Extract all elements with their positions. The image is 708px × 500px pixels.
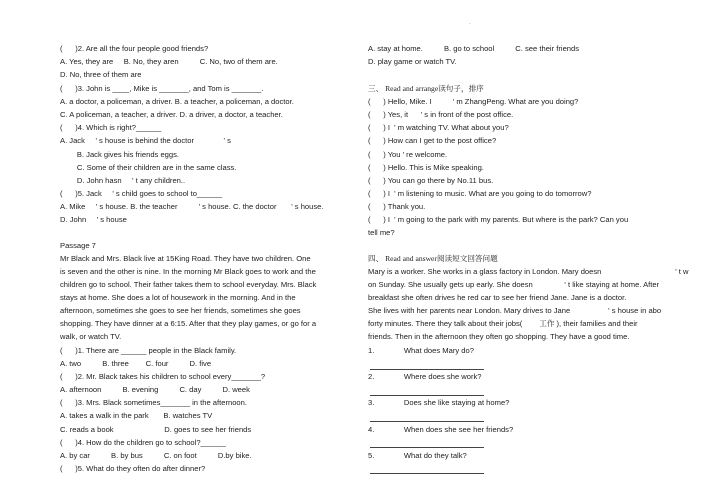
left-line: ( )3. Mrs. Black sometimes_______ in the afternoon. [60, 398, 247, 407]
left-line: ( )2. Mr. Black takes his children to school every_______? [60, 372, 266, 381]
answer-line[interactable] [370, 447, 484, 448]
left-line: is seven and the other is nine. In the morning Mr Black goes to work and the [60, 267, 316, 276]
right-line: tell me? [368, 228, 395, 237]
right-line: A. stay at home. B. go to school C. see their friends [368, 44, 580, 53]
right-line: ( ) Thank you. [368, 202, 426, 211]
left-line: C. reads a book D. goes to see her friends [60, 425, 252, 434]
left-line: ( )1. There are ______ people in the Black family. [60, 346, 237, 355]
answer-line[interactable] [370, 395, 484, 396]
left-line: A. takes a walk in the park B. watches TV [60, 411, 213, 420]
right-line: ( ) I ' m listening to music. What are you going to do tomorrow? [368, 189, 592, 198]
left-line: ( )3. John is ____, Mike is _______, and Tom is _______. [60, 84, 264, 93]
right-line: ( ) How can I get to the post office? [368, 136, 497, 145]
left-line: afternoon, sometimes she goes to see her friends, sometimes she goes [60, 306, 301, 315]
left-line: Passage 7 [60, 241, 96, 250]
left-line: C. Some of their children are in the same class. [60, 163, 237, 172]
left-line: A. Mike ' s house. B. the teacher ' s house. C. the doctor ' s house. [60, 202, 324, 211]
left-line: A. Jack ' s house is behind the doctor ' s [60, 136, 231, 145]
right-line: D. play game or watch TV. [368, 57, 457, 66]
left-line: A. by car B. by bus C. on foot D.by bike. [60, 451, 252, 460]
left-line: C. A policeman, a teacher, a driver. D. a driver, a doctor, a teacher. [60, 110, 283, 119]
right-line: ( ) I ' m going to the park with my parents. But where is the park? Can you [368, 215, 629, 224]
left-line: A. a doctor, a policeman, a driver. B. a teacher, a policeman, a doctor. [60, 97, 294, 106]
left-line: A. afternoon B. evening C. day D. week [60, 385, 250, 394]
left-line: D. John ' s house [60, 215, 127, 224]
right-line: 3. Does she like staying at home? [368, 398, 510, 407]
right-line: friends. Then in the afternoon they often go shopping. They have a good time. [368, 332, 630, 341]
right-line: ( ) Hello. This is Mike speaking. [368, 163, 484, 172]
right-line: 三、 Read and arrange读句子，排序 [368, 84, 484, 93]
right-line: 5. What do they talk? [368, 451, 467, 460]
left-line: D. No, three of them are [60, 70, 142, 79]
right-line: She lives with her parents near London. Mary drives to Jane ' s house in abo [368, 306, 662, 315]
left-line: ( )5. Jack ' s child goes to school to______ [60, 189, 223, 198]
right-line: ( ) I ' m watching TV. What about you? [368, 123, 509, 132]
left-line: A. two B. three C. four D. five [60, 359, 212, 368]
answer-line[interactable] [370, 421, 484, 422]
right-line: Mary is a worker. She works in a glass factory in London. Mary doesn ' t w [368, 267, 689, 276]
right-line: ( ) Yes, it ' s in front of the post office. [368, 110, 514, 119]
right-line: 4. When does she see her friends? [368, 425, 514, 434]
left-line: walk, or watch TV. [60, 332, 122, 341]
right-line: ( ) You can go there by No.11 bus. [368, 176, 494, 185]
right-line: ( ) You ' re welcome. [368, 150, 448, 159]
right-line: breakfast she often drives he red car to see her friend Jane. Jane is a doctor. [368, 293, 627, 302]
left-line: shopping. They have dinner at a 6:15. After that they play games, or go for a [60, 319, 317, 328]
right-line: ( ) Hello, Mike. I ' m ZhangPeng. What are you doing? [368, 97, 579, 106]
left-line: B. Jack gives his friends eggs. [60, 150, 180, 159]
left-line: Mr Black and Mrs. Black live at 15King Road. They have two children. One [60, 254, 311, 263]
left-line: ( )5. What do they often do after dinner? [60, 464, 206, 473]
left-line: ( )4. Which is right?______ [60, 123, 162, 132]
left-line: A. Yes, they are B. No, they aren C. No, two of them are. [60, 57, 278, 66]
right-line: forty minutes. There they talk about their jobs( 工作 ), their families and their [368, 319, 638, 328]
right-line: on Sunday. She usually gets up early. She doesn ' t like staying at home. After [368, 280, 660, 289]
left-line: children go to school. Their father takes them to school everyday. Mrs. Black [60, 280, 317, 289]
left-line: D. John hasn ' t any children.. [60, 176, 186, 185]
right-line: 1. What does Mary do? [368, 346, 474, 355]
left-line: stays at home. She does a lot of housework in the morning. And in the [60, 293, 296, 302]
right-line: 2. Where does she work? [368, 372, 482, 381]
top-mark: . [469, 20, 471, 26]
left-line: ( )4. How do the children go to school?______ [60, 438, 226, 447]
answer-line[interactable] [370, 473, 484, 474]
answer-line[interactable] [370, 369, 484, 370]
right-line: 四、 Read and answer阅读短文回答问题 [368, 254, 498, 263]
left-line: ( )2. Are all the four people good friends? [60, 44, 209, 53]
